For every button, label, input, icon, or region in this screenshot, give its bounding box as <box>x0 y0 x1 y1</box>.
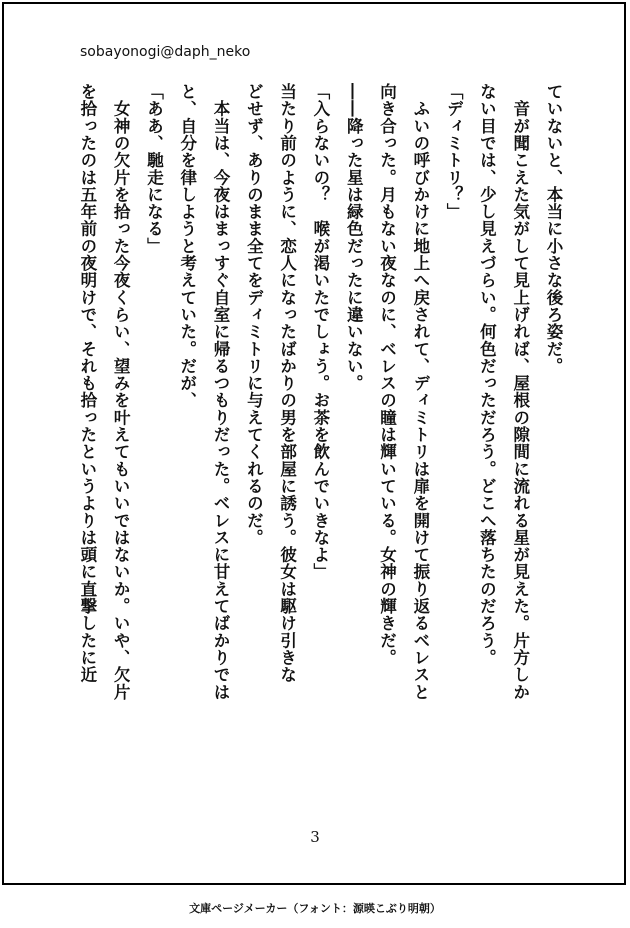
author-handle: sobayonogi@daph_neko <box>80 44 251 60</box>
text-line: どせず、ありのまま全てをディミトリに与えてくれるのだ。 <box>244 83 264 547</box>
text-line: を拾ったのは五年前の夜明けで、それも拾ったというよりは頭に直撃したに近 <box>77 83 97 684</box>
text-line: 当たり前のように、恋人になったばかりの男を部屋に誘う。彼女は駆け引きな <box>277 83 297 684</box>
text-line: と、自分を律しようと考えていた。だが、 <box>177 83 197 409</box>
text-line: 「ああ、馳走になる」 <box>144 83 164 255</box>
text-line: ていないと、本当に小さな後ろ姿だ。 <box>544 83 563 375</box>
text-line: ――降った星は緑色だったに違いない。 <box>344 83 364 392</box>
text-line: 女神の欠片を拾った今夜くらい、望みを叶えてもいいではないか。いや、欠片 <box>111 83 131 701</box>
text-line: 本当は、今夜はまっすぐ自室に帰るつもりだった。ベレスに甘えてばかりでは <box>211 83 231 701</box>
page-number: 3 <box>310 828 320 846</box>
novel-body-text <box>70 83 570 763</box>
text-line: 「ディミトリ？」 <box>444 83 464 221</box>
text-line: 音が聞こえた気がして見上げれば、屋根の隙間に流れる星が見えた。片方しか <box>510 83 530 701</box>
text-line: ない目では、少し見えづらい。何色だっただろう。どこへ落ちたのだろう。 <box>477 83 497 667</box>
footer-caption: 文庫ページメーカー（フォント：源暎こぶり明朝） <box>189 902 441 915</box>
text-line: ふいの呼びかけに地上へ戻されて、ディミトリは扉を開けて振り返るベレスと <box>410 83 430 701</box>
text-line: 「入らないの？ 喉が渇いたでしょう。お茶を飲んでいきなよ」 <box>310 83 330 581</box>
text-line: 向き合った。月もない夜なのに、ベレスの瞳は輝いている。女神の輝きだ。 <box>377 83 397 667</box>
